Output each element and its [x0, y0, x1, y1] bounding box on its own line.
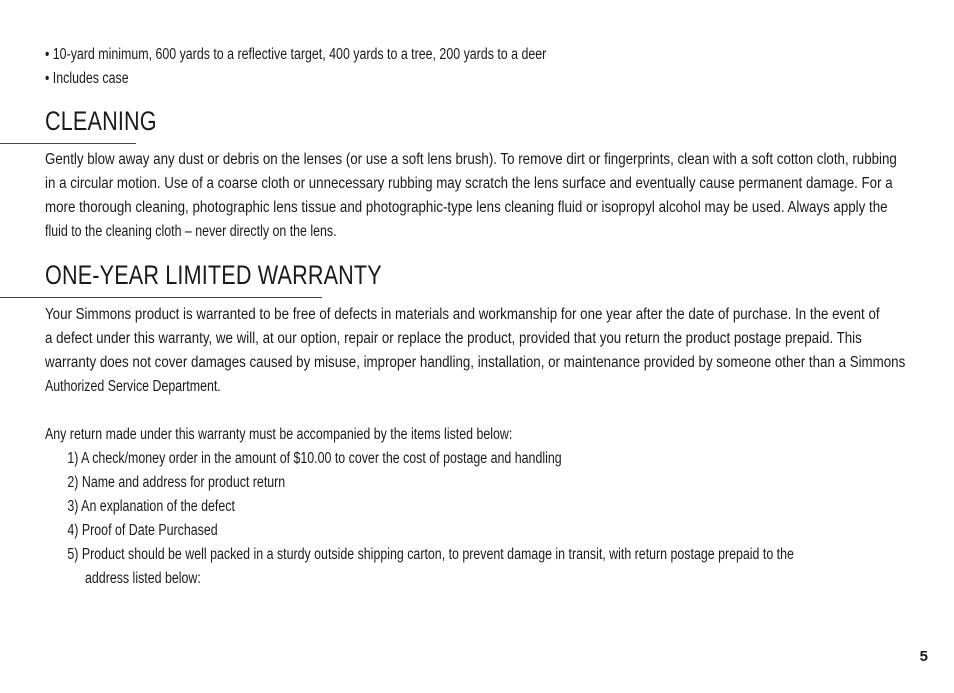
- bullet-case: • Includes case: [45, 70, 129, 87]
- return-item-5-continuation: address listed below:: [85, 570, 201, 587]
- page-number: 5: [919, 648, 928, 665]
- return-intro: Any return made under this warranty must be accompanied by the items listed below:: [45, 426, 513, 443]
- return-item-2: 2) Name and address for product return: [67, 474, 286, 491]
- warranty-heading: ONE-YEAR LIMITED WARRANTY: [45, 260, 382, 290]
- warranty-line: warranty does not cover damages caused by misuse, improper handling, installation, or maintenance provided by someone other than a Simmons: [45, 354, 906, 371]
- cleaning-heading-rule: [0, 143, 136, 144]
- warranty-line: Authorized Service Department.: [45, 378, 221, 395]
- return-item-5: 5) Product should be well packed in a sturdy outside shipping carton, to prevent damage in transit, with return postage prepaid to the: [67, 546, 794, 563]
- return-item-4: 4) Proof of Date Purchased: [67, 522, 218, 539]
- return-item-3: 3) An explanation of the defect: [67, 498, 235, 515]
- cleaning-line: in a circular motion. Use of a coarse cloth or unnecessary rubbing may scratch the lens surface and eventually cause permanent damage. For a: [45, 175, 893, 192]
- warranty-line: Your Simmons product is warranted to be free of defects in materials and workmanship for one year after the date of purchase. In the event of: [45, 306, 880, 323]
- warranty-line: a defect under this warranty, we will, at our option, repair or replace the product, provided that you return the product postage prepaid. This: [45, 330, 862, 347]
- feature-bullets: [45, 43, 672, 91]
- cleaning-line: Gently blow away any dust or debris on the lenses (or use a soft lens brush). To remove dirt or fingerprints, clean with a soft cotton cloth, rubbing: [45, 151, 897, 168]
- warranty-heading-rule: [0, 297, 322, 298]
- warranty-paragraph: [45, 303, 906, 399]
- bullet-range: • 10-yard minimum, 600 yards to a reflective target, 400 yards to a tree, 200 yards to a deer: [45, 46, 547, 63]
- cleaning-line: fluid to the cleaning cloth – never directly on the lens.: [45, 223, 337, 240]
- return-requirements: [45, 423, 954, 591]
- cleaning-heading: CLEANING: [45, 106, 157, 136]
- return-item-1: 1) A check/money order in the amount of $10.00 to cover the cost of postage and handling: [67, 450, 562, 467]
- cleaning-paragraph: [45, 148, 906, 244]
- cleaning-line: more thorough cleaning, photographic lens tissue and photographic-type lens cleaning fluid or isopropyl alcohol may be used. Always apply the: [45, 199, 888, 216]
